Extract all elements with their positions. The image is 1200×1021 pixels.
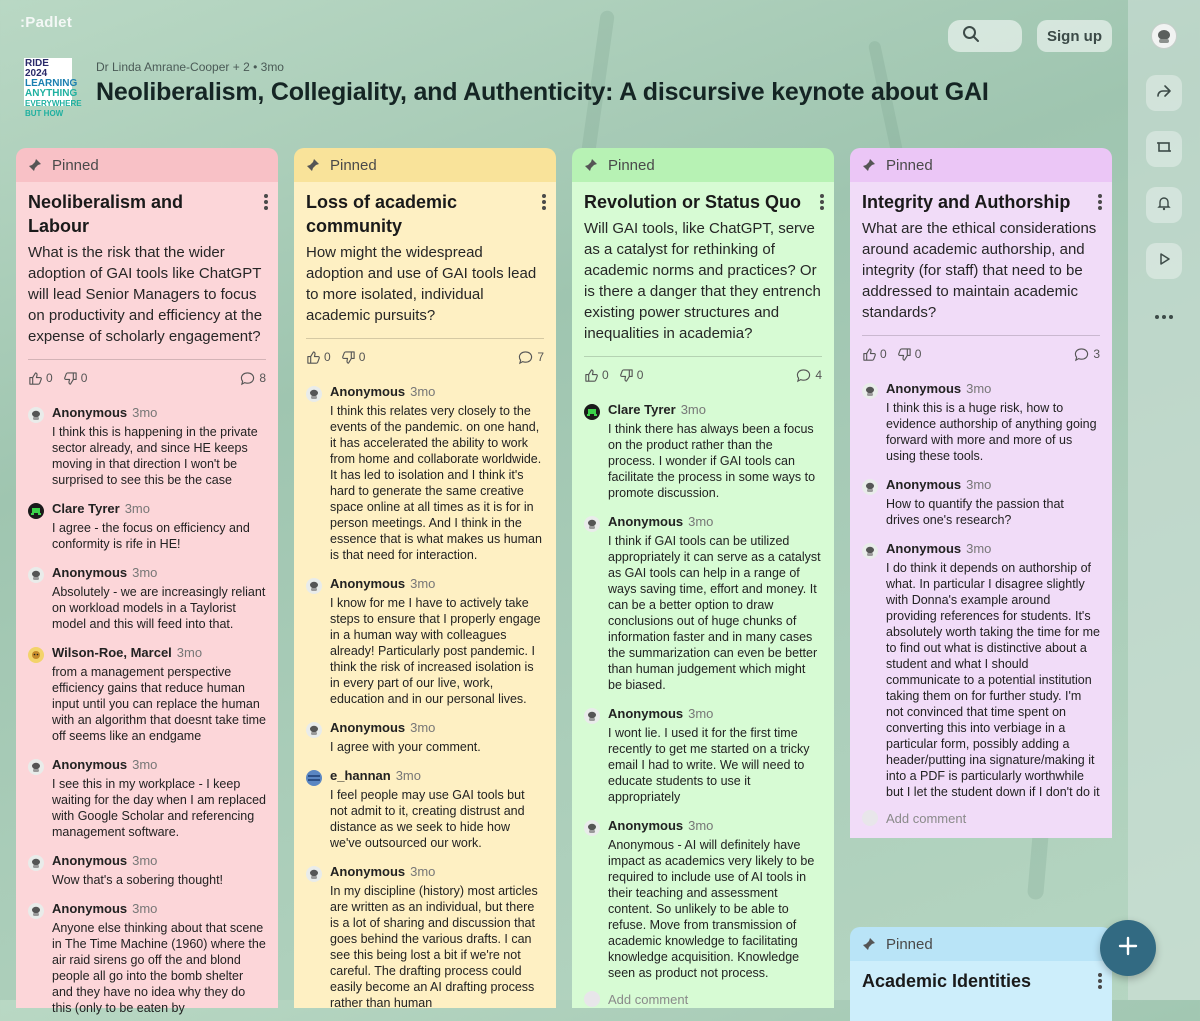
column-academic-identities <box>850 927 1112 1017</box>
post-title: Loss of academic community <box>306 192 458 236</box>
comment-text: I agree with your comment. <box>330 740 481 754</box>
post-body: Will GAI tools, like ChatGPT, serve as a catalyst for rethinking of academic norms and practices? Or is there a danger that they entrench existing power structures and inequalities in academia? <box>584 220 821 342</box>
comment-item <box>28 500 266 552</box>
comment-text: Wow that's a sobering thought! <box>52 873 224 887</box>
comment-author: Anonymous <box>52 853 128 868</box>
comment-icon <box>240 371 255 386</box>
user-avatar-icon <box>306 770 322 786</box>
comment-text: I see this in my workplace - I keep waiting for the day when I am replaced with Google Scholar and referencing management software. <box>52 777 267 839</box>
dislike-button[interactable] <box>619 368 644 383</box>
anonymous-avatar <box>28 855 44 871</box>
post-title: Academic Identities <box>862 971 1032 991</box>
post-title: Integrity and Authorship <box>862 192 1071 212</box>
thumbs-up-icon <box>584 368 599 383</box>
anonymous-avatar <box>584 708 600 724</box>
anonymous-avatar <box>306 578 322 594</box>
comment-age: 3mo <box>680 402 706 417</box>
user-avatar-icon <box>28 647 44 663</box>
comment-author: Anonymous <box>886 541 962 556</box>
comment-text: Absolutely - we are increasingly reliant on workload models in a Taylorist model and this will feed into that. <box>52 585 266 631</box>
comment-text: I feel people may use GAI tools but not admit to it, creating distrust and distance as we seek to hide how we've outsourced our work. <box>330 788 525 850</box>
comment-text: Anonymous - AI will definitely have impact as academics very likely to be required to include use of AI tools in their teaching and assessment content. So unlikely to be able to refuse. Move from transmission of academic knowledge to facilitating knowledge acquisition. Knowledge seen as product not process. <box>608 838 815 980</box>
comments-button[interactable] <box>796 368 822 383</box>
thumbs-up-icon <box>862 347 877 362</box>
more-button[interactable] <box>1146 298 1182 334</box>
slideshow-button[interactable] <box>1146 243 1182 279</box>
comment-author: Anonymous <box>886 477 962 492</box>
comment-author: Clare Tyrer <box>52 501 120 516</box>
comment-text: In my discipline (history) most articles are written as an individual, but there is a lot of sharing and discussion that goes behind the various drafts. I can see this being lost a bit if we're not careful. The drafting process could easily become an AI drafting process rather than human <box>330 884 538 1010</box>
anonymous-avatar <box>584 516 600 532</box>
thumb-line: LEARNING <box>25 78 78 89</box>
comments-button[interactable] <box>518 350 544 365</box>
column-revolution <box>572 148 834 1008</box>
comment-text: I know for me I have to actively take steps to ensure that I properly engage in a human way with colleagues already! Particularly post pandemic. I think the risk of increased isolation is in every part of our live, work, education and in our personal lives. <box>330 596 541 706</box>
comment-text: I think there has always been a focus on the product rather than the process. I wonder if GAI tools can facilitate the process in some ways to promote discussion. <box>608 422 816 500</box>
comment-author: Anonymous <box>330 720 406 735</box>
comment-age: 3mo <box>966 477 992 492</box>
comment-author: Anonymous <box>608 514 684 529</box>
comment-icon <box>796 368 811 383</box>
post-card[interactable] <box>294 182 556 1008</box>
comment-author: Anonymous <box>608 818 684 833</box>
dislike-count: 0 <box>80 371 88 385</box>
pinned-label: Pinned <box>330 156 377 174</box>
post-card[interactable] <box>850 182 1112 838</box>
post-body: How might the widespread adoption and use of GAI tools lead to more isolated, individual academic pursuits? <box>306 244 537 324</box>
post-body: What is the risk that the wider adoption of GAI tools like ChatGPT will lead Senior Managers to focus on productivity and efficiency at the expense of scholarly engagement? <box>28 244 263 345</box>
comment-item <box>28 564 266 632</box>
thumbs-up-icon <box>28 371 43 386</box>
post-menu-icon[interactable] <box>1098 194 1102 210</box>
reactions-bar <box>28 360 266 396</box>
post-menu-icon[interactable] <box>264 194 268 210</box>
pinned-label: Pinned <box>886 935 933 953</box>
comment-count: 7 <box>537 350 544 364</box>
comments-button[interactable] <box>1074 347 1100 362</box>
anonymous-avatar <box>28 759 44 775</box>
share-icon <box>1156 83 1172 104</box>
post-card[interactable] <box>16 182 278 1015</box>
post-card[interactable] <box>572 182 834 1008</box>
comment-age: 3mo <box>395 768 421 783</box>
reactions-bar <box>862 336 1100 372</box>
comment-text: I agree - the focus on efficiency and conformity is rife in HE! <box>52 521 250 551</box>
play-icon <box>1156 251 1172 272</box>
post-card[interactable] <box>850 961 1112 1021</box>
padlet-logo[interactable]: :Padlet <box>20 14 73 31</box>
dislike-button[interactable] <box>63 371 88 386</box>
comment-author: e_hannan <box>330 768 391 783</box>
pin-icon <box>584 158 598 172</box>
comment-item <box>584 817 822 981</box>
pinned-header <box>850 927 1112 961</box>
dislike-count: 0 <box>914 347 922 361</box>
comment-age: 3mo <box>688 706 714 721</box>
comment-item <box>28 404 266 488</box>
comment-age: 3mo <box>132 565 158 580</box>
pinned-label: Pinned <box>52 156 99 174</box>
anonymous-avatar <box>862 383 878 399</box>
anonymous-avatar <box>28 407 44 423</box>
current-user-avatar <box>584 991 600 1007</box>
comment-text: I think this relates very closely to the events of the pandemic. on one hand, it has accelerated the ability to work from home and collaborate worldwide. It has led to isolation and I think it's hard to generate the same creative space online at all times as it is for in person meetings. And I think in the essence that is what makes us human is that need for interaction. <box>330 404 542 562</box>
comment-text: I think this is happening in the private sector already, and since HE keeps moving in that direction I won't be surprised to see this be the case <box>52 425 258 487</box>
anonymous-avatar <box>306 386 322 402</box>
comment-text: Anyone else thinking about that scene in The Time Machine (1960) where the air raid sirens go off the and blond people all go into the bomb shelter and they have no idea why they do this (only to be eaten by <box>52 921 266 1015</box>
thumb-line: RIDE 2024 <box>25 58 49 79</box>
like-button[interactable] <box>862 347 887 362</box>
column-academic-community <box>294 148 556 1008</box>
sign-up-button[interactable]: Sign up <box>1037 20 1112 52</box>
comment-item <box>28 852 266 888</box>
comment-item <box>306 575 544 707</box>
comment-text: How to quantify the passion that drives one's research? <box>886 497 1064 527</box>
comment-count: 8 <box>259 371 266 385</box>
board-thumbnail <box>24 58 82 118</box>
add-comment-label: Add comment <box>608 991 689 1007</box>
comment-item <box>862 380 1100 464</box>
pinned-header <box>16 148 278 182</box>
add-comment-label: Add comment <box>886 810 967 826</box>
search-icon <box>962 25 980 48</box>
anonymous-avatar <box>862 543 878 559</box>
comment-age: 3mo <box>410 864 436 879</box>
comment-author: Anonymous <box>52 901 128 916</box>
thumbs-down-icon <box>897 347 912 362</box>
add-comment-button[interactable] <box>862 810 1100 838</box>
comment-item <box>862 476 1100 528</box>
user-avatar-icon <box>28 503 44 519</box>
board-title: Neoliberalism, Collegiality, and Authenticity: A discursive keynote about GAI <box>96 78 989 106</box>
comment-author: Anonymous <box>330 864 406 879</box>
anonymous-avatar <box>28 903 44 919</box>
pinned-label: Pinned <box>886 156 933 174</box>
current-user-avatar <box>862 810 878 826</box>
column-neoliberalism <box>16 148 278 1015</box>
share-button[interactable] <box>1146 75 1182 111</box>
comment-age: 3mo <box>132 405 158 420</box>
comment-item <box>306 719 544 755</box>
reactions-bar <box>306 339 544 375</box>
plus-icon <box>1117 935 1139 962</box>
anonymous-avatar <box>584 820 600 836</box>
notifications-button[interactable] <box>1146 187 1182 223</box>
pinned-header <box>850 148 1112 182</box>
comment-author: Anonymous <box>608 706 684 721</box>
comment-author: Anonymous <box>52 757 128 772</box>
post-menu-icon[interactable] <box>1098 973 1102 989</box>
pinned-header <box>294 148 556 182</box>
comment-item <box>28 900 266 1016</box>
pin-icon <box>862 937 876 951</box>
comment-age: 3mo <box>132 853 158 868</box>
comment-text: I do think it depends on authorship of what. In particular I disagree slightly with Donna's example around providing references for students. It's absolutely worth taking the time for me to find out what is distinctive about a student and what I should communicate to a potential institution taking them on for further study. I'm not convinced that time spent on converting this into verbiage in a particular form, possibly adding a header/putting ina signature/making it into a PDF is particularly worthwhile but I let the student down if I don't do it <box>886 561 1100 799</box>
comment-text: I think this is a huge risk, how to evidence authorship of anything going forward with more and more of us using these tools. <box>886 401 1097 463</box>
comment-item <box>28 644 266 744</box>
comment-author: Anonymous <box>886 381 962 396</box>
post-menu-icon[interactable] <box>820 194 824 210</box>
board-meta <box>96 60 284 74</box>
thumb-line: EVERYWHERE <box>25 99 82 108</box>
like-button[interactable] <box>306 350 331 365</box>
comment-item <box>306 767 544 851</box>
comment-count: 3 <box>1093 347 1100 361</box>
like-count: 0 <box>324 350 331 364</box>
comment-age: 3mo <box>688 514 714 529</box>
like-count: 0 <box>880 347 887 361</box>
dislike-count: 0 <box>636 368 644 382</box>
add-comment-button[interactable] <box>584 991 822 1019</box>
search-button[interactable] <box>948 20 1022 52</box>
comment-age: 3mo <box>410 384 436 399</box>
comment-item <box>28 756 266 840</box>
pin-icon <box>28 158 42 172</box>
thumbs-down-icon <box>63 371 78 386</box>
pinned-header <box>572 148 834 182</box>
comment-author: Anonymous <box>52 565 128 580</box>
bell-icon <box>1156 195 1172 216</box>
thumbs-down-icon <box>341 350 356 365</box>
comments-button[interactable] <box>240 371 266 386</box>
comment-author: Wilson-Roe, Marcel <box>52 645 172 660</box>
comment-text: I wont lie. I used it for the first time recently to get me started on a tricky email I had to write. We will need to educate students to use it appropriately <box>608 726 810 804</box>
pinned-label: Pinned <box>608 156 655 174</box>
comment-age: 3mo <box>132 901 158 916</box>
post-menu-icon[interactable] <box>542 194 546 210</box>
comment-item <box>584 705 822 805</box>
comment-icon <box>518 350 533 365</box>
comment-age: 3mo <box>176 645 203 660</box>
thumb-line: ANYTHING <box>25 88 78 99</box>
meta-separator: • <box>253 60 261 74</box>
comment-age: 3mo <box>966 381 992 396</box>
reactions-bar <box>584 357 822 393</box>
board-age: 3mo <box>260 60 284 74</box>
post-body: What are the ethical considerations around academic authorship, and integrity (for staff) that need to be addressed to maintain academic standards? <box>862 220 1097 321</box>
thumb-line: BUT HOW <box>25 109 64 118</box>
comment-item <box>306 863 544 1011</box>
like-count: 0 <box>602 368 609 382</box>
comment-item <box>862 540 1100 800</box>
like-count: 0 <box>46 371 53 385</box>
comment-item <box>584 401 822 501</box>
more-icon <box>1154 307 1174 325</box>
like-button[interactable] <box>584 368 609 383</box>
anonymous-avatar <box>28 567 44 583</box>
user-avatar[interactable] <box>1151 23 1177 49</box>
comment-age: 3mo <box>688 818 714 833</box>
post-title: Revolution or Status Quo <box>584 192 802 212</box>
dislike-button[interactable] <box>341 350 366 365</box>
anonymous-avatar <box>306 866 322 882</box>
user-avatar-icon <box>584 404 600 420</box>
comment-age: 3mo <box>132 757 158 772</box>
column-integrity <box>850 148 1112 838</box>
anonymous-avatar <box>862 479 878 495</box>
comment-author: Anonymous <box>330 576 406 591</box>
remake-button[interactable] <box>1146 131 1182 167</box>
like-button[interactable] <box>28 371 53 386</box>
post-title: Neoliberalism and Labour <box>28 192 184 236</box>
dislike-count: 0 <box>358 350 366 364</box>
thumbs-up-icon <box>306 350 321 365</box>
comment-text: from a management perspective efficiency gains that reduce human input until you can replace the human with an algorithm that doesnt take time off seems like an endgame <box>52 665 267 743</box>
comment-icon <box>1074 347 1089 362</box>
thumbs-down-icon <box>619 368 634 383</box>
comment-author: Anonymous <box>330 384 406 399</box>
remake-icon <box>1156 139 1172 160</box>
board-author[interactable]: Dr Linda Amrane-Cooper + 2 <box>96 60 250 74</box>
pin-icon <box>306 158 320 172</box>
comment-item <box>306 383 544 563</box>
dislike-button[interactable] <box>897 347 922 362</box>
comment-age: 3mo <box>410 576 436 591</box>
comment-count: 4 <box>815 368 822 382</box>
comment-author: Anonymous <box>52 405 128 420</box>
comment-author: Clare Tyrer <box>608 402 676 417</box>
add-post-button[interactable] <box>1100 920 1156 976</box>
comment-text: I think if GAI tools can be utilized appropriately it can serve as a catalyst as GAI tools can help in a range of ways saving time, effort and money. It can be a better option to draw conclusions out of huge chunks of information faster and in many cases the summarization can even be better than human judgement which might be biased. <box>608 534 821 692</box>
comment-item <box>584 513 822 693</box>
pin-icon <box>862 158 876 172</box>
comment-age: 3mo <box>124 501 150 516</box>
comment-age: 3mo <box>410 720 436 735</box>
comment-age: 3mo <box>966 541 992 556</box>
anonymous-avatar <box>306 722 322 738</box>
